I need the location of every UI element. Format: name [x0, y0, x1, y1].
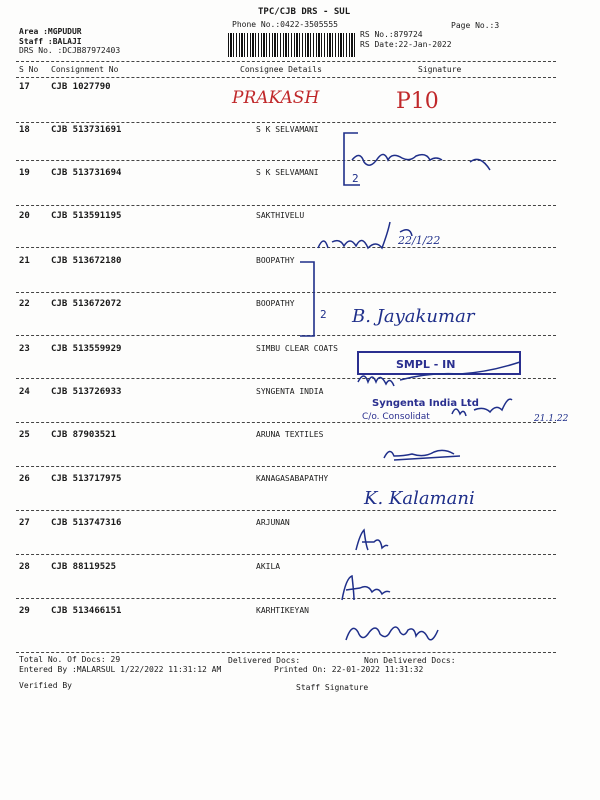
mark-2: 2 — [352, 172, 359, 185]
row-consignee: BOOPATHY — [256, 256, 295, 265]
signature-scribble — [342, 576, 390, 600]
area-label: Area :MGPUDUR — [19, 27, 82, 36]
row-consignee: ARUNA TEXTILES — [256, 430, 324, 439]
signature-scribble — [346, 627, 438, 640]
total-docs: Total No. Of Docs: 29 — [19, 655, 121, 664]
row-consignment: CJB 513731694 — [51, 168, 122, 178]
entered-by: Entered By :MALARSUL 1/22/2022 11:31:12 AM — [19, 665, 222, 674]
row-consignment: CJB 513717975 — [51, 474, 122, 484]
printed-on: Printed On: 22-01-2022 11:31:32 — [274, 665, 424, 674]
delivered-docs: Delivered Docs: — [228, 656, 301, 665]
signature-scribble — [356, 530, 388, 550]
phone-number: Phone No.:0422-3505555 — [232, 20, 338, 29]
bracket-mark — [300, 262, 314, 336]
row-sno: 18 — [19, 125, 30, 135]
row-consignment: CJB 513466151 — [51, 606, 122, 616]
row-consignee: SYNGENTA INDIA — [256, 387, 324, 396]
column-header-sno: S No — [19, 65, 39, 74]
non-delivered-docs: Non Delivered Docs: — [364, 656, 456, 665]
staff-signature-label: Staff Signature — [296, 683, 369, 692]
row-consignee: BOOPATHY — [256, 299, 295, 308]
row-consignment: CJB 513731691 — [51, 125, 122, 135]
row-sno: 27 — [19, 518, 30, 528]
drs-number: DRS No. :DCJB87972403 — [19, 46, 121, 55]
row-consignee: ARJUNAN — [256, 518, 290, 527]
row-consignee: SAKTHIVELU — [256, 211, 305, 220]
row-consignment: CJB 87903521 — [51, 430, 117, 440]
row-consignment: CJB 513559929 — [51, 344, 122, 354]
row-sno: 23 — [19, 344, 30, 354]
row-sno: 25 — [19, 430, 30, 440]
document-title: TPC/CJB DRS - SUL — [258, 7, 351, 17]
page-number: Page No.:3 — [451, 21, 500, 30]
stamp-text: SMPL - IN — [396, 358, 456, 371]
row-consignee: KANAGASABAPATHY — [256, 474, 329, 483]
row-consignee: S K SELVAMANI — [256, 168, 319, 177]
row-consignee: AKILA — [256, 562, 281, 571]
stamp-text: C/o. Consolidat — [362, 412, 430, 422]
handwritten-name: PRAKASH — [232, 88, 320, 108]
row-consignee: S K SELVAMANI — [256, 125, 319, 134]
row-consignment: CJB 513672180 — [51, 256, 122, 266]
row-sno: 26 — [19, 474, 30, 484]
row-sno: 19 — [19, 168, 30, 178]
row-consignee: SIMBU CLEAR COATS — [256, 344, 338, 353]
handwritten-signature: P10 — [396, 89, 439, 114]
row-consignment: CJB 513747316 — [51, 518, 122, 528]
rs-number: RS No.:879724 — [360, 30, 423, 39]
staff-label: Staff :BALAJI — [19, 37, 82, 46]
row-sno: 29 — [19, 606, 30, 616]
handwritten-date: 21.1.22 — [534, 414, 569, 424]
handwritten-date: 22/1/22 — [398, 234, 441, 247]
row-consignee: KARHTIKEYAN — [256, 606, 309, 615]
row-sno: 24 — [19, 387, 30, 397]
row-consignment: CJB 1027790 — [51, 82, 111, 92]
row-consignment: CJB 513672072 — [51, 299, 122, 309]
signature-scribble — [384, 450, 460, 460]
row-consignment: CJB 88119525 — [51, 562, 117, 572]
column-header-signature: Signature — [418, 65, 462, 74]
column-header-consignment: Consignment No — [51, 65, 119, 74]
row-consignment: CJB 513726933 — [51, 387, 122, 397]
handwritten-signature: K. Kalamani — [364, 488, 475, 509]
mark-2: 2 — [320, 308, 327, 321]
row-sno: 22 — [19, 299, 30, 309]
signature-scribble — [352, 154, 490, 170]
row-sno: 21 — [19, 256, 30, 266]
row-consignment: CJB 513591195 — [51, 211, 122, 221]
row-sno: 28 — [19, 562, 30, 572]
verified-by-label: Verified By — [19, 681, 72, 690]
stamp-text: Syngenta India Ltd — [372, 398, 479, 409]
column-header-consignee: Consignee Details — [240, 65, 322, 74]
handwritten-signature: B. Jayakumar — [352, 306, 475, 327]
row-sno: 20 — [19, 211, 30, 221]
row-sno: 17 — [19, 82, 30, 92]
rs-date: RS Date:22-Jan-2022 — [360, 40, 452, 49]
